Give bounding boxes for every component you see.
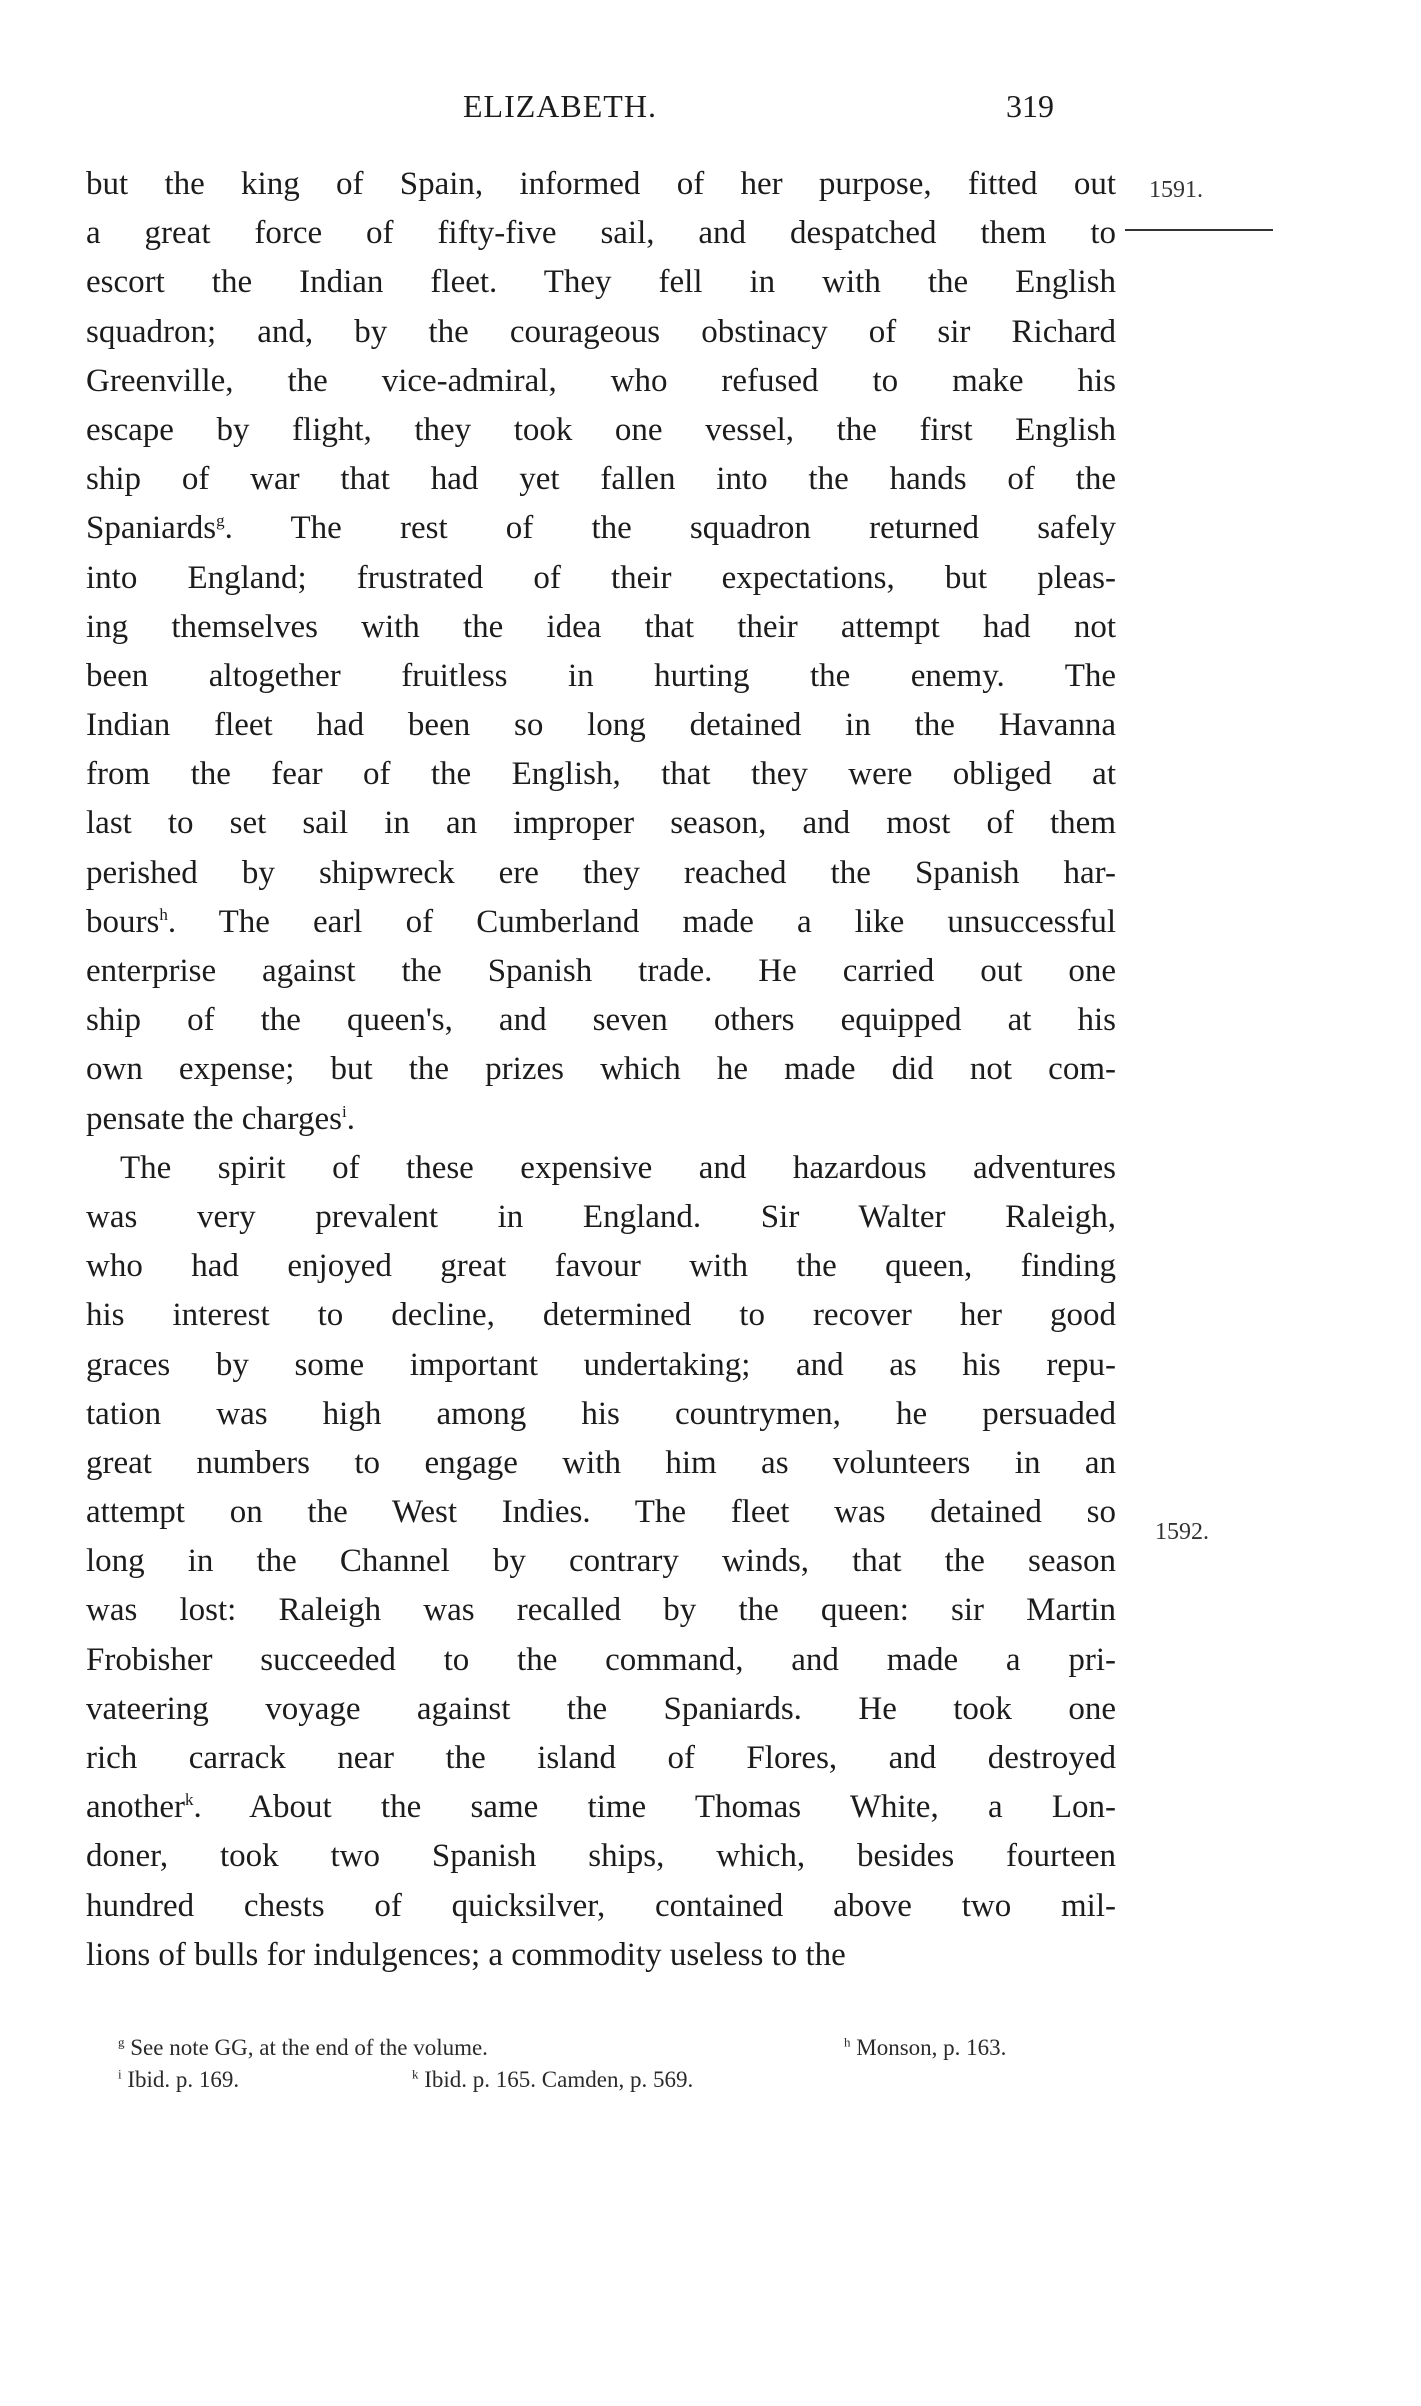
body-line bbox=[86, 1439, 1116, 1488]
body-line bbox=[86, 209, 1116, 258]
body-line-text: ship of the queen's, and seven others equipped at his bbox=[86, 1002, 1116, 1039]
body-line-text: perished by shipwreck ere they reached the Spanish har- bbox=[86, 854, 1116, 891]
body-line bbox=[86, 603, 1116, 652]
running-head bbox=[0, 88, 1421, 138]
body-line bbox=[86, 1636, 1116, 1685]
body-line bbox=[86, 1095, 1116, 1144]
body-line-text: Indian fleet had been so long detained in the Havanna bbox=[86, 707, 1116, 744]
body-line bbox=[86, 1193, 1116, 1242]
body-line-text: been altogether fruitless in hurting the enemy. The bbox=[86, 657, 1116, 694]
body-line bbox=[86, 504, 1116, 553]
body-line bbox=[86, 701, 1116, 750]
body-text bbox=[86, 160, 1116, 1980]
body-line bbox=[86, 1242, 1116, 1291]
body-line-text: last to set sail in an improper season, and most of them bbox=[86, 805, 1116, 842]
body-line-text: graces by some important undertaking; and as his repu- bbox=[86, 1346, 1116, 1383]
body-line bbox=[86, 947, 1116, 996]
body-line bbox=[86, 849, 1116, 898]
footnote-marker: i bbox=[341, 1101, 347, 1121]
body-line-text: doner, took two Spanish ships, which, besides fourteen bbox=[86, 1838, 1116, 1875]
body-line-text: from the fear of the English, that they were obliged at bbox=[86, 756, 1116, 793]
body-line bbox=[86, 1045, 1116, 1094]
margin-year-1591: 1591. bbox=[1149, 177, 1203, 203]
footnote-i-mark: i bbox=[118, 2066, 122, 2082]
page-number: 319 bbox=[1006, 88, 1054, 124]
body-line-text: tation was high among his countrymen, he persuaded bbox=[86, 1395, 1116, 1432]
footnote-row-2 bbox=[118, 2064, 1118, 2096]
body-line-text: was lost: Raleigh was recalled by the queen: sir Martin bbox=[86, 1592, 1116, 1629]
body-line-text: his interest to decline, determined to recover her good bbox=[86, 1297, 1116, 1334]
footnote-marker: h bbox=[159, 904, 168, 924]
body-line-text: squadron; and, by the courageous obstinacy of sir Richard bbox=[86, 313, 1116, 350]
body-line bbox=[86, 1882, 1116, 1931]
body-line-text: . About the same time Thomas White, a Lon- bbox=[193, 1789, 1116, 1826]
body-line-text: another bbox=[86, 1789, 185, 1826]
body-line bbox=[86, 1537, 1116, 1586]
body-line bbox=[86, 1144, 1116, 1193]
body-line-text: but the king of Spain, informed of her purpose, fitted out bbox=[86, 166, 1116, 202]
footnote-marker: g bbox=[216, 511, 225, 531]
body-line-text: pensate the charges bbox=[86, 1100, 342, 1137]
body-line-text: The spirit of these expensive and hazardous adventures bbox=[120, 1149, 1116, 1186]
body-line-text: rich carrack near the island of Flores, and destroyed bbox=[86, 1740, 1116, 1776]
body-line bbox=[86, 357, 1116, 406]
body-line-text: into England; frustrated of their expectations, but pleas- bbox=[86, 559, 1116, 596]
body-line bbox=[86, 1390, 1116, 1439]
body-line-text: hundred chests of quicksilver, contained above two mil- bbox=[86, 1887, 1116, 1924]
body-line bbox=[86, 996, 1116, 1045]
footnote-i-text: Ibid. p. 169. bbox=[127, 2067, 240, 2092]
footnote-g-text: See note GG, at the end of the volume. bbox=[130, 2035, 488, 2060]
footnote-h-text: Monson, p. 163. bbox=[856, 2035, 1007, 2060]
body-line-text: vateering voyage against the Spaniards. He took one bbox=[86, 1690, 1116, 1727]
body-line-text: great numbers to engage with him as volunteers in an bbox=[86, 1444, 1116, 1481]
footnote-h bbox=[844, 2032, 1006, 2064]
body-line-text: . The rest of the squadron returned safely bbox=[224, 510, 1116, 547]
body-line-text: . bbox=[346, 1100, 355, 1137]
body-line-text: attempt on the West Indies. The fleet was detained so bbox=[86, 1494, 1116, 1531]
margin-year-1592: 1592. bbox=[1155, 1519, 1209, 1545]
body-line bbox=[86, 1734, 1116, 1783]
body-line bbox=[86, 554, 1116, 603]
body-line bbox=[86, 308, 1116, 357]
page-title: ELIZABETH. bbox=[463, 88, 657, 124]
body-line-text: long in the Channel by contrary winds, that the season bbox=[86, 1543, 1116, 1580]
body-line bbox=[86, 1783, 1116, 1832]
body-line-text: Spaniards bbox=[86, 510, 217, 547]
footnote-k-mark: k bbox=[412, 2066, 419, 2082]
body-line-text: enterprise against the Spanish trade. He carried out one bbox=[86, 953, 1116, 989]
body-line bbox=[86, 652, 1116, 701]
body-line-text: a great force of fifty-five sail, and despatched them to bbox=[86, 215, 1116, 252]
body-line-text: . The earl of Cumberland made a like unsuccessful bbox=[167, 903, 1116, 940]
body-line-text: own expense; but the prizes which he made did not com- bbox=[86, 1051, 1116, 1088]
body-line-text: lions of bulls for indulgences; a commodity useless to the bbox=[86, 1936, 846, 1973]
body-line bbox=[86, 1488, 1116, 1537]
body-line-text: who had enjoyed great favour with the queen, finding bbox=[86, 1248, 1116, 1285]
body-line bbox=[86, 258, 1116, 307]
body-line bbox=[86, 1832, 1116, 1881]
body-line bbox=[86, 750, 1116, 799]
body-line bbox=[86, 160, 1116, 209]
body-line bbox=[86, 406, 1116, 455]
body-line-text: escape by flight, they took one vessel, the first English bbox=[86, 411, 1116, 448]
footnote-k bbox=[412, 2064, 693, 2096]
body-line bbox=[86, 1931, 1116, 1980]
footnote-h-mark: h bbox=[844, 2034, 851, 2050]
body-line bbox=[86, 1291, 1116, 1340]
body-line bbox=[86, 799, 1116, 848]
body-line-text: ship of war that had yet fallen into the hands of the bbox=[86, 461, 1116, 498]
body-line bbox=[86, 1341, 1116, 1390]
footnote-g-mark: g bbox=[118, 2034, 125, 2050]
body-line-text: ing themselves with the idea that their attempt had not bbox=[86, 608, 1116, 645]
footnote-g bbox=[118, 2032, 488, 2064]
body-line-text: Frobisher succeeded to the command, and made a pri- bbox=[86, 1641, 1116, 1678]
body-line-text: Greenville, the vice-admiral, who refused to make his bbox=[86, 362, 1116, 399]
body-line-text: was very prevalent in England. Sir Walter Raleigh, bbox=[86, 1198, 1116, 1235]
body-line bbox=[86, 1685, 1116, 1734]
margin-rule bbox=[1125, 229, 1273, 231]
body-line-text: escort the Indian fleet. They fell in with the English bbox=[86, 264, 1116, 301]
footnote-k-text: Ibid. p. 165. Camden, p. 569. bbox=[424, 2067, 694, 2092]
body-line bbox=[86, 455, 1116, 504]
body-line-text: bours bbox=[86, 903, 160, 940]
body-line bbox=[86, 1586, 1116, 1635]
footnote-marker: k bbox=[184, 1790, 194, 1810]
body-line bbox=[86, 898, 1116, 947]
footnote-row-1 bbox=[118, 2032, 1118, 2064]
footnotes bbox=[118, 2032, 1118, 2096]
footnote-i bbox=[118, 2064, 239, 2096]
